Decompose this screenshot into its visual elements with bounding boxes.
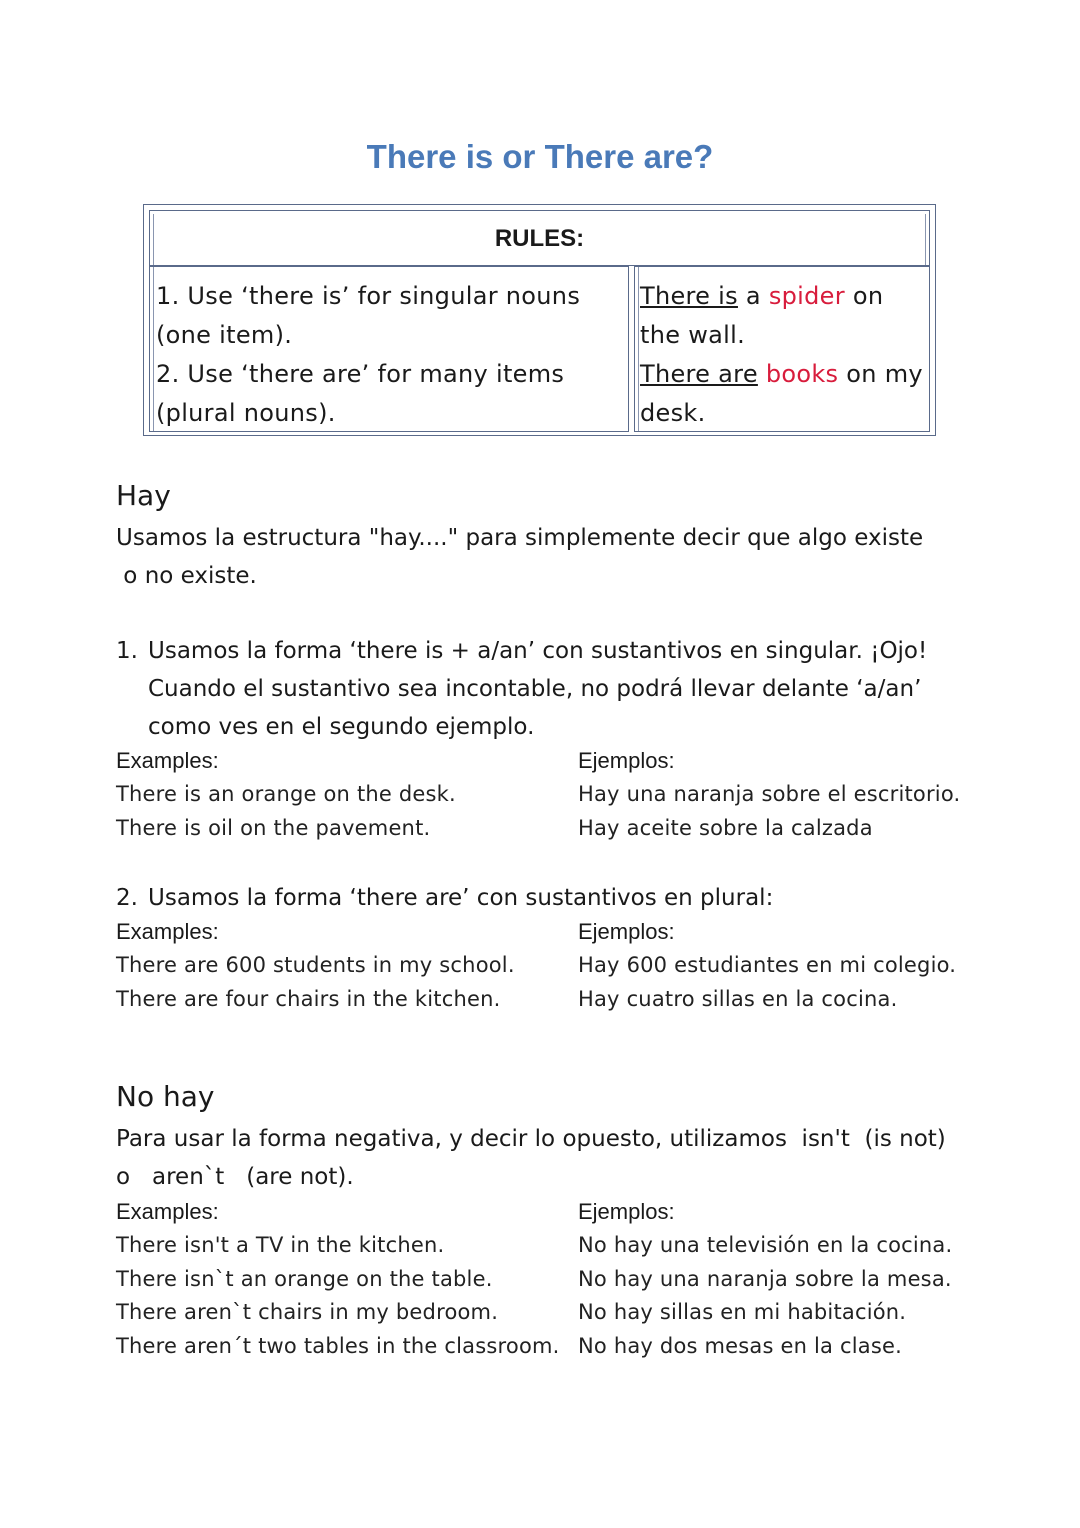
example-es: Hay cuatro sillas en la cocina. xyxy=(578,987,898,1011)
examples-label: Examples: xyxy=(116,919,219,944)
example-en: There are four chairs in the kitchen. xyxy=(116,987,501,1011)
rule-line: (plural nouns). xyxy=(156,399,336,427)
point-text: como ves en el segundo ejemplo. xyxy=(148,714,535,740)
rule-example-line xyxy=(640,277,929,316)
example-en: There isn't a TV in the kitchen. xyxy=(116,1233,445,1257)
examples-label: Examples: xyxy=(116,1199,219,1224)
article-text: a xyxy=(737,282,769,310)
point-text: Usamos la forma ‘there is + a/an’ con sustantivos en singular. ¡Ojo! xyxy=(148,638,928,664)
section-heading-no-hay: No hay xyxy=(116,1080,215,1113)
rules-cell-right xyxy=(634,266,930,432)
hay-intro-line: Usamos la estructura "hay...." para simplemente decir que algo existe xyxy=(116,525,924,551)
rules-cell-left xyxy=(149,266,629,432)
rule-example-line xyxy=(640,355,929,394)
rules-header xyxy=(149,210,930,266)
highlight-noun: spider xyxy=(768,282,845,310)
example-es: No hay sillas en mi habitación. xyxy=(578,1300,907,1324)
example-en: There aren´t two tables in the classroom. xyxy=(116,1334,560,1358)
hay-point-2 xyxy=(116,879,976,917)
ejemplos-label: Ejemplos: xyxy=(578,919,675,944)
example-text: on my xyxy=(838,360,923,388)
hay-intro-line: o no existe. xyxy=(116,563,257,589)
section-heading-hay: Hay xyxy=(116,479,171,512)
ejemplos-label: Ejemplos: xyxy=(578,748,675,773)
example-es: Hay una naranja sobre el escritorio. xyxy=(578,782,961,806)
rule-line: 2. Use ‘there are’ for many items xyxy=(156,360,565,388)
example-en: There aren`t chairs in my bedroom. xyxy=(116,1300,499,1324)
example-en: There isn`t an orange on the table. xyxy=(116,1267,493,1291)
there-is-phrase: There is xyxy=(640,282,738,310)
ejemplos-label: Ejemplos: xyxy=(578,1199,675,1224)
example-es: No hay una naranja sobre la mesa. xyxy=(578,1267,952,1291)
example-en: There are 600 students in my school. xyxy=(116,953,515,977)
point-text: Cuando el sustantivo sea incontable, no podrá llevar delante ‘a/an’ xyxy=(148,676,922,702)
there-are-phrase: There are xyxy=(640,360,758,388)
rule-line: (one item). xyxy=(156,321,293,349)
point-number: 1. xyxy=(116,638,138,664)
point-number: 2. xyxy=(116,885,138,911)
example-text: on xyxy=(844,282,884,310)
examples-label: Examples: xyxy=(116,748,219,773)
page-title: There is or There are? xyxy=(366,138,714,175)
rules-table xyxy=(143,204,936,436)
example-es: Hay aceite sobre la calzada xyxy=(578,816,873,840)
rules-header-label: RULES: xyxy=(494,225,585,252)
rule-example-line: the wall. xyxy=(640,321,746,349)
rule-line: 1. Use ‘there is’ for singular nouns xyxy=(156,282,581,310)
example-en: There is an orange on the desk. xyxy=(116,782,456,806)
no-hay-intro-line: o aren`t (are not). xyxy=(116,1164,354,1190)
example-es: No hay una televisión en la cocina. xyxy=(578,1233,953,1257)
highlight-noun: books xyxy=(765,360,839,388)
rule-example-line: desk. xyxy=(640,399,706,427)
point-text: Usamos la forma ‘there are’ con sustantivos en plural: xyxy=(148,885,774,911)
example-es: Hay 600 estudiantes en mi colegio. xyxy=(578,953,957,977)
example-en: There is oil on the pavement. xyxy=(116,816,431,840)
hay-point-1 xyxy=(116,632,976,746)
example-es: No hay dos mesas en la clase. xyxy=(578,1334,902,1358)
no-hay-intro-line: Para usar la forma negativa, y decir lo opuesto, utilizamos isn't (is not) xyxy=(116,1126,946,1152)
